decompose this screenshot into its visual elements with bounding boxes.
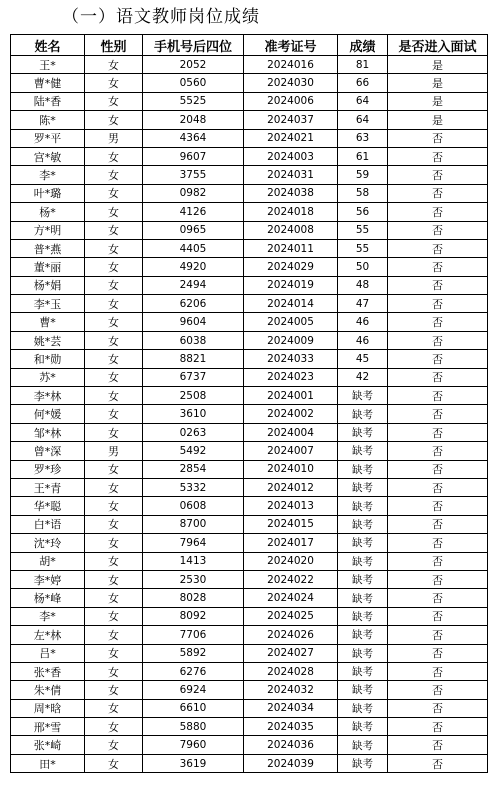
cell-name: 田* xyxy=(11,754,85,772)
cell-exam-id: 2024035 xyxy=(244,718,338,736)
cell-gender: 女 xyxy=(85,515,143,533)
cell-phone-last4: 2048 xyxy=(143,111,244,129)
cell-name: 张*崎 xyxy=(11,736,85,754)
cell-exam-id: 2024011 xyxy=(244,239,338,257)
cell-score: 81 xyxy=(338,56,388,74)
cell-interview: 否 xyxy=(388,754,488,772)
cell-score: 缺考 xyxy=(338,607,388,625)
cell-phone-last4: 4126 xyxy=(143,203,244,221)
cell-gender: 女 xyxy=(85,497,143,515)
table-row xyxy=(11,221,488,239)
cell-gender: 女 xyxy=(85,423,143,441)
table-row xyxy=(11,111,488,129)
cell-name: 邹*林 xyxy=(11,423,85,441)
cell-score: 66 xyxy=(338,74,388,92)
cell-exam-id: 2024031 xyxy=(244,166,338,184)
cell-name: 白*语 xyxy=(11,515,85,533)
cell-score: 46 xyxy=(338,331,388,349)
cell-gender: 女 xyxy=(85,92,143,110)
cell-phone-last4: 3755 xyxy=(143,166,244,184)
cell-score: 56 xyxy=(338,203,388,221)
cell-phone-last4: 2530 xyxy=(143,570,244,588)
cell-interview: 否 xyxy=(388,570,488,588)
cell-phone-last4: 2854 xyxy=(143,460,244,478)
cell-gender: 女 xyxy=(85,56,143,74)
table-row xyxy=(11,239,488,257)
cell-interview: 是 xyxy=(388,74,488,92)
cell-gender: 男 xyxy=(85,129,143,147)
cell-name: 李*婷 xyxy=(11,570,85,588)
cell-name: 姚*芸 xyxy=(11,331,85,349)
cell-name: 陈* xyxy=(11,111,85,129)
cell-phone-last4: 0263 xyxy=(143,423,244,441)
table-row xyxy=(11,515,488,533)
cell-exam-id: 2024014 xyxy=(244,295,338,313)
cell-gender: 女 xyxy=(85,147,143,165)
cell-name: 罗*平 xyxy=(11,129,85,147)
cell-exam-id: 2024003 xyxy=(244,147,338,165)
cell-exam-id: 2024005 xyxy=(244,313,338,331)
table-row xyxy=(11,92,488,110)
table-row xyxy=(11,387,488,405)
cell-interview: 是 xyxy=(388,92,488,110)
cell-exam-id: 2024039 xyxy=(244,754,338,772)
table-row xyxy=(11,626,488,644)
cell-phone-last4: 6038 xyxy=(143,331,244,349)
header-name: 姓名 xyxy=(11,35,85,56)
table-row xyxy=(11,129,488,147)
cell-exam-id: 2024012 xyxy=(244,478,338,496)
table-row xyxy=(11,56,488,74)
cell-gender: 男 xyxy=(85,442,143,460)
cell-score: 55 xyxy=(338,221,388,239)
cell-phone-last4: 7964 xyxy=(143,534,244,552)
header-phone-last4: 手机号后四位 xyxy=(143,35,244,56)
cell-interview: 否 xyxy=(388,589,488,607)
cell-gender: 女 xyxy=(85,699,143,717)
table-row xyxy=(11,736,488,754)
table-row xyxy=(11,166,488,184)
cell-phone-last4: 5492 xyxy=(143,442,244,460)
cell-name: 曹*健 xyxy=(11,74,85,92)
cell-phone-last4: 9607 xyxy=(143,147,244,165)
cell-exam-id: 2024013 xyxy=(244,497,338,515)
cell-interview: 否 xyxy=(388,405,488,423)
cell-exam-id: 2024009 xyxy=(244,331,338,349)
score-table xyxy=(10,34,488,773)
cell-gender: 女 xyxy=(85,111,143,129)
cell-name: 方*明 xyxy=(11,221,85,239)
cell-phone-last4: 4364 xyxy=(143,129,244,147)
cell-phone-last4: 3619 xyxy=(143,754,244,772)
cell-interview: 否 xyxy=(388,515,488,533)
cell-score: 64 xyxy=(338,111,388,129)
cell-score: 缺考 xyxy=(338,699,388,717)
cell-interview: 否 xyxy=(388,258,488,276)
cell-name: 华*聪 xyxy=(11,497,85,515)
cell-phone-last4: 5880 xyxy=(143,718,244,736)
cell-gender: 女 xyxy=(85,203,143,221)
cell-interview: 否 xyxy=(388,184,488,202)
cell-exam-id: 2024037 xyxy=(244,111,338,129)
cell-phone-last4: 2508 xyxy=(143,387,244,405)
cell-interview: 否 xyxy=(388,534,488,552)
cell-score: 42 xyxy=(338,368,388,386)
cell-exam-id: 2024036 xyxy=(244,736,338,754)
cell-interview: 否 xyxy=(388,368,488,386)
table-row xyxy=(11,147,488,165)
cell-name: 吕* xyxy=(11,644,85,662)
cell-score: 缺考 xyxy=(338,754,388,772)
cell-score: 61 xyxy=(338,147,388,165)
cell-exam-id: 2024008 xyxy=(244,221,338,239)
cell-exam-id: 2024028 xyxy=(244,662,338,680)
cell-name: 胡* xyxy=(11,552,85,570)
table-body xyxy=(11,56,488,773)
cell-phone-last4: 2052 xyxy=(143,56,244,74)
cell-name: 罗*珍 xyxy=(11,460,85,478)
cell-exam-id: 2024020 xyxy=(244,552,338,570)
cell-gender: 女 xyxy=(85,552,143,570)
cell-exam-id: 2024006 xyxy=(244,92,338,110)
cell-interview: 否 xyxy=(388,387,488,405)
cell-exam-id: 2024038 xyxy=(244,184,338,202)
cell-gender: 女 xyxy=(85,736,143,754)
cell-gender: 女 xyxy=(85,681,143,699)
cell-name: 曹* xyxy=(11,313,85,331)
cell-name: 左*林 xyxy=(11,626,85,644)
cell-name: 杨*娟 xyxy=(11,276,85,294)
cell-exam-id: 2024010 xyxy=(244,460,338,478)
cell-name: 王* xyxy=(11,56,85,74)
cell-phone-last4: 8700 xyxy=(143,515,244,533)
cell-interview: 否 xyxy=(388,552,488,570)
cell-gender: 女 xyxy=(85,534,143,552)
table-row xyxy=(11,442,488,460)
cell-phone-last4: 3610 xyxy=(143,405,244,423)
cell-phone-last4: 6206 xyxy=(143,295,244,313)
cell-exam-id: 2024019 xyxy=(244,276,338,294)
cell-gender: 女 xyxy=(85,754,143,772)
cell-name: 张*香 xyxy=(11,662,85,680)
cell-interview: 否 xyxy=(388,607,488,625)
cell-gender: 女 xyxy=(85,221,143,239)
cell-phone-last4: 6276 xyxy=(143,662,244,680)
cell-phone-last4: 7960 xyxy=(143,736,244,754)
cell-phone-last4: 8092 xyxy=(143,607,244,625)
cell-name: 杨*峰 xyxy=(11,589,85,607)
cell-interview: 否 xyxy=(388,442,488,460)
table-row xyxy=(11,74,488,92)
cell-gender: 女 xyxy=(85,184,143,202)
cell-name: 董*丽 xyxy=(11,258,85,276)
cell-gender: 女 xyxy=(85,74,143,92)
cell-name: 李* xyxy=(11,607,85,625)
cell-interview: 否 xyxy=(388,460,488,478)
cell-interview: 否 xyxy=(388,497,488,515)
cell-name: 沈*玲 xyxy=(11,534,85,552)
cell-exam-id: 2024026 xyxy=(244,626,338,644)
table-row xyxy=(11,699,488,717)
cell-interview: 否 xyxy=(388,331,488,349)
cell-exam-id: 2024027 xyxy=(244,644,338,662)
cell-exam-id: 2024007 xyxy=(244,442,338,460)
table-row xyxy=(11,754,488,772)
cell-score: 缺考 xyxy=(338,534,388,552)
header-exam-id: 准考证号 xyxy=(244,35,338,56)
cell-name: 李*林 xyxy=(11,387,85,405)
cell-interview: 否 xyxy=(388,736,488,754)
cell-exam-id: 2024004 xyxy=(244,423,338,441)
table-row xyxy=(11,570,488,588)
table-row xyxy=(11,423,488,441)
cell-gender: 女 xyxy=(85,460,143,478)
cell-phone-last4: 6924 xyxy=(143,681,244,699)
table-row xyxy=(11,718,488,736)
cell-phone-last4: 5892 xyxy=(143,644,244,662)
cell-score: 缺考 xyxy=(338,644,388,662)
cell-exam-id: 2024001 xyxy=(244,387,338,405)
cell-score: 47 xyxy=(338,295,388,313)
cell-name: 苏* xyxy=(11,368,85,386)
cell-gender: 女 xyxy=(85,276,143,294)
table-row xyxy=(11,534,488,552)
cell-gender: 女 xyxy=(85,607,143,625)
cell-phone-last4: 5332 xyxy=(143,478,244,496)
cell-interview: 否 xyxy=(388,239,488,257)
cell-exam-id: 2024032 xyxy=(244,681,338,699)
cell-interview: 否 xyxy=(388,681,488,699)
cell-gender: 女 xyxy=(85,662,143,680)
cell-score: 缺考 xyxy=(338,497,388,515)
cell-gender: 女 xyxy=(85,350,143,368)
table-row xyxy=(11,662,488,680)
table-row xyxy=(11,313,488,331)
cell-exam-id: 2024030 xyxy=(244,74,338,92)
cell-interview: 否 xyxy=(388,203,488,221)
cell-gender: 女 xyxy=(85,478,143,496)
table-row xyxy=(11,497,488,515)
cell-gender: 女 xyxy=(85,626,143,644)
cell-name: 曾*深 xyxy=(11,442,85,460)
table-row xyxy=(11,331,488,349)
cell-interview: 否 xyxy=(388,699,488,717)
cell-exam-id: 2024017 xyxy=(244,534,338,552)
cell-exam-id: 2024023 xyxy=(244,368,338,386)
cell-interview: 否 xyxy=(388,129,488,147)
cell-score: 58 xyxy=(338,184,388,202)
cell-name: 陆*香 xyxy=(11,92,85,110)
table-row xyxy=(11,258,488,276)
table-row xyxy=(11,405,488,423)
cell-gender: 女 xyxy=(85,166,143,184)
cell-name: 王*青 xyxy=(11,478,85,496)
cell-gender: 女 xyxy=(85,331,143,349)
cell-gender: 女 xyxy=(85,239,143,257)
cell-score: 缺考 xyxy=(338,736,388,754)
cell-score: 45 xyxy=(338,350,388,368)
table-row xyxy=(11,552,488,570)
cell-exam-id: 2024025 xyxy=(244,607,338,625)
cell-exam-id: 2024033 xyxy=(244,350,338,368)
cell-name: 普*燕 xyxy=(11,239,85,257)
table-row xyxy=(11,368,488,386)
cell-score: 缺考 xyxy=(338,478,388,496)
cell-name: 何*媛 xyxy=(11,405,85,423)
cell-interview: 否 xyxy=(388,478,488,496)
cell-score: 缺考 xyxy=(338,589,388,607)
table-header-row xyxy=(11,35,488,56)
table-row xyxy=(11,681,488,699)
cell-gender: 女 xyxy=(85,258,143,276)
cell-score: 缺考 xyxy=(338,718,388,736)
cell-score: 64 xyxy=(338,92,388,110)
cell-interview: 否 xyxy=(388,295,488,313)
cell-score: 63 xyxy=(338,129,388,147)
cell-interview: 否 xyxy=(388,166,488,184)
table-row xyxy=(11,203,488,221)
cell-interview: 否 xyxy=(388,147,488,165)
page-title: （一）语文教师岗位成绩 xyxy=(62,7,260,27)
cell-interview: 否 xyxy=(388,313,488,331)
header-score: 成绩 xyxy=(338,35,388,56)
cell-phone-last4: 6737 xyxy=(143,368,244,386)
cell-interview: 否 xyxy=(388,221,488,239)
cell-interview: 否 xyxy=(388,350,488,368)
cell-name: 邢*雪 xyxy=(11,718,85,736)
cell-name: 李* xyxy=(11,166,85,184)
cell-score: 缺考 xyxy=(338,405,388,423)
cell-name: 朱*倩 xyxy=(11,681,85,699)
cell-gender: 女 xyxy=(85,313,143,331)
cell-score: 缺考 xyxy=(338,552,388,570)
cell-gender: 女 xyxy=(85,368,143,386)
cell-score: 缺考 xyxy=(338,626,388,644)
cell-exam-id: 2024034 xyxy=(244,699,338,717)
cell-score: 缺考 xyxy=(338,570,388,588)
cell-exam-id: 2024024 xyxy=(244,589,338,607)
cell-phone-last4: 8028 xyxy=(143,589,244,607)
cell-exam-id: 2024016 xyxy=(244,56,338,74)
cell-gender: 女 xyxy=(85,718,143,736)
cell-phone-last4: 8821 xyxy=(143,350,244,368)
cell-gender: 女 xyxy=(85,295,143,313)
table-row xyxy=(11,589,488,607)
table-row xyxy=(11,276,488,294)
cell-exam-id: 2024002 xyxy=(244,405,338,423)
cell-phone-last4: 4405 xyxy=(143,239,244,257)
cell-exam-id: 2024018 xyxy=(244,203,338,221)
cell-phone-last4: 4920 xyxy=(143,258,244,276)
cell-gender: 女 xyxy=(85,644,143,662)
cell-interview: 是 xyxy=(388,56,488,74)
cell-phone-last4: 0982 xyxy=(143,184,244,202)
table-row xyxy=(11,460,488,478)
cell-exam-id: 2024021 xyxy=(244,129,338,147)
cell-score: 缺考 xyxy=(338,387,388,405)
cell-phone-last4: 0560 xyxy=(143,74,244,92)
cell-interview: 否 xyxy=(388,626,488,644)
table-row xyxy=(11,184,488,202)
cell-score: 50 xyxy=(338,258,388,276)
cell-exam-id: 2024015 xyxy=(244,515,338,533)
cell-interview: 否 xyxy=(388,718,488,736)
cell-name: 杨* xyxy=(11,203,85,221)
cell-gender: 女 xyxy=(85,387,143,405)
cell-phone-last4: 0965 xyxy=(143,221,244,239)
cell-gender: 女 xyxy=(85,589,143,607)
cell-score: 缺考 xyxy=(338,442,388,460)
header-gender: 性别 xyxy=(85,35,143,56)
cell-name: 叶*璐 xyxy=(11,184,85,202)
cell-gender: 女 xyxy=(85,570,143,588)
cell-interview: 否 xyxy=(388,644,488,662)
cell-phone-last4: 2494 xyxy=(143,276,244,294)
cell-interview: 是 xyxy=(388,111,488,129)
cell-phone-last4: 0608 xyxy=(143,497,244,515)
cell-phone-last4: 9604 xyxy=(143,313,244,331)
cell-score: 缺考 xyxy=(338,681,388,699)
cell-phone-last4: 5525 xyxy=(143,92,244,110)
header-interview: 是否进入面试 xyxy=(388,35,488,56)
cell-name: 宫*敏 xyxy=(11,147,85,165)
cell-score: 46 xyxy=(338,313,388,331)
cell-score: 缺考 xyxy=(338,460,388,478)
cell-score: 缺考 xyxy=(338,662,388,680)
table-row xyxy=(11,350,488,368)
cell-name: 周*晗 xyxy=(11,699,85,717)
cell-exam-id: 2024029 xyxy=(244,258,338,276)
cell-score: 59 xyxy=(338,166,388,184)
cell-score: 55 xyxy=(338,239,388,257)
cell-name: 和*勋 xyxy=(11,350,85,368)
cell-score: 缺考 xyxy=(338,423,388,441)
cell-score: 48 xyxy=(338,276,388,294)
table-row xyxy=(11,644,488,662)
table-row xyxy=(11,295,488,313)
cell-phone-last4: 6610 xyxy=(143,699,244,717)
cell-interview: 否 xyxy=(388,423,488,441)
cell-exam-id: 2024022 xyxy=(244,570,338,588)
cell-gender: 女 xyxy=(85,405,143,423)
cell-interview: 否 xyxy=(388,276,488,294)
cell-name: 李*玉 xyxy=(11,295,85,313)
cell-phone-last4: 1413 xyxy=(143,552,244,570)
table-row xyxy=(11,607,488,625)
cell-score: 缺考 xyxy=(338,515,388,533)
cell-phone-last4: 7706 xyxy=(143,626,244,644)
cell-interview: 否 xyxy=(388,662,488,680)
table-row xyxy=(11,478,488,496)
